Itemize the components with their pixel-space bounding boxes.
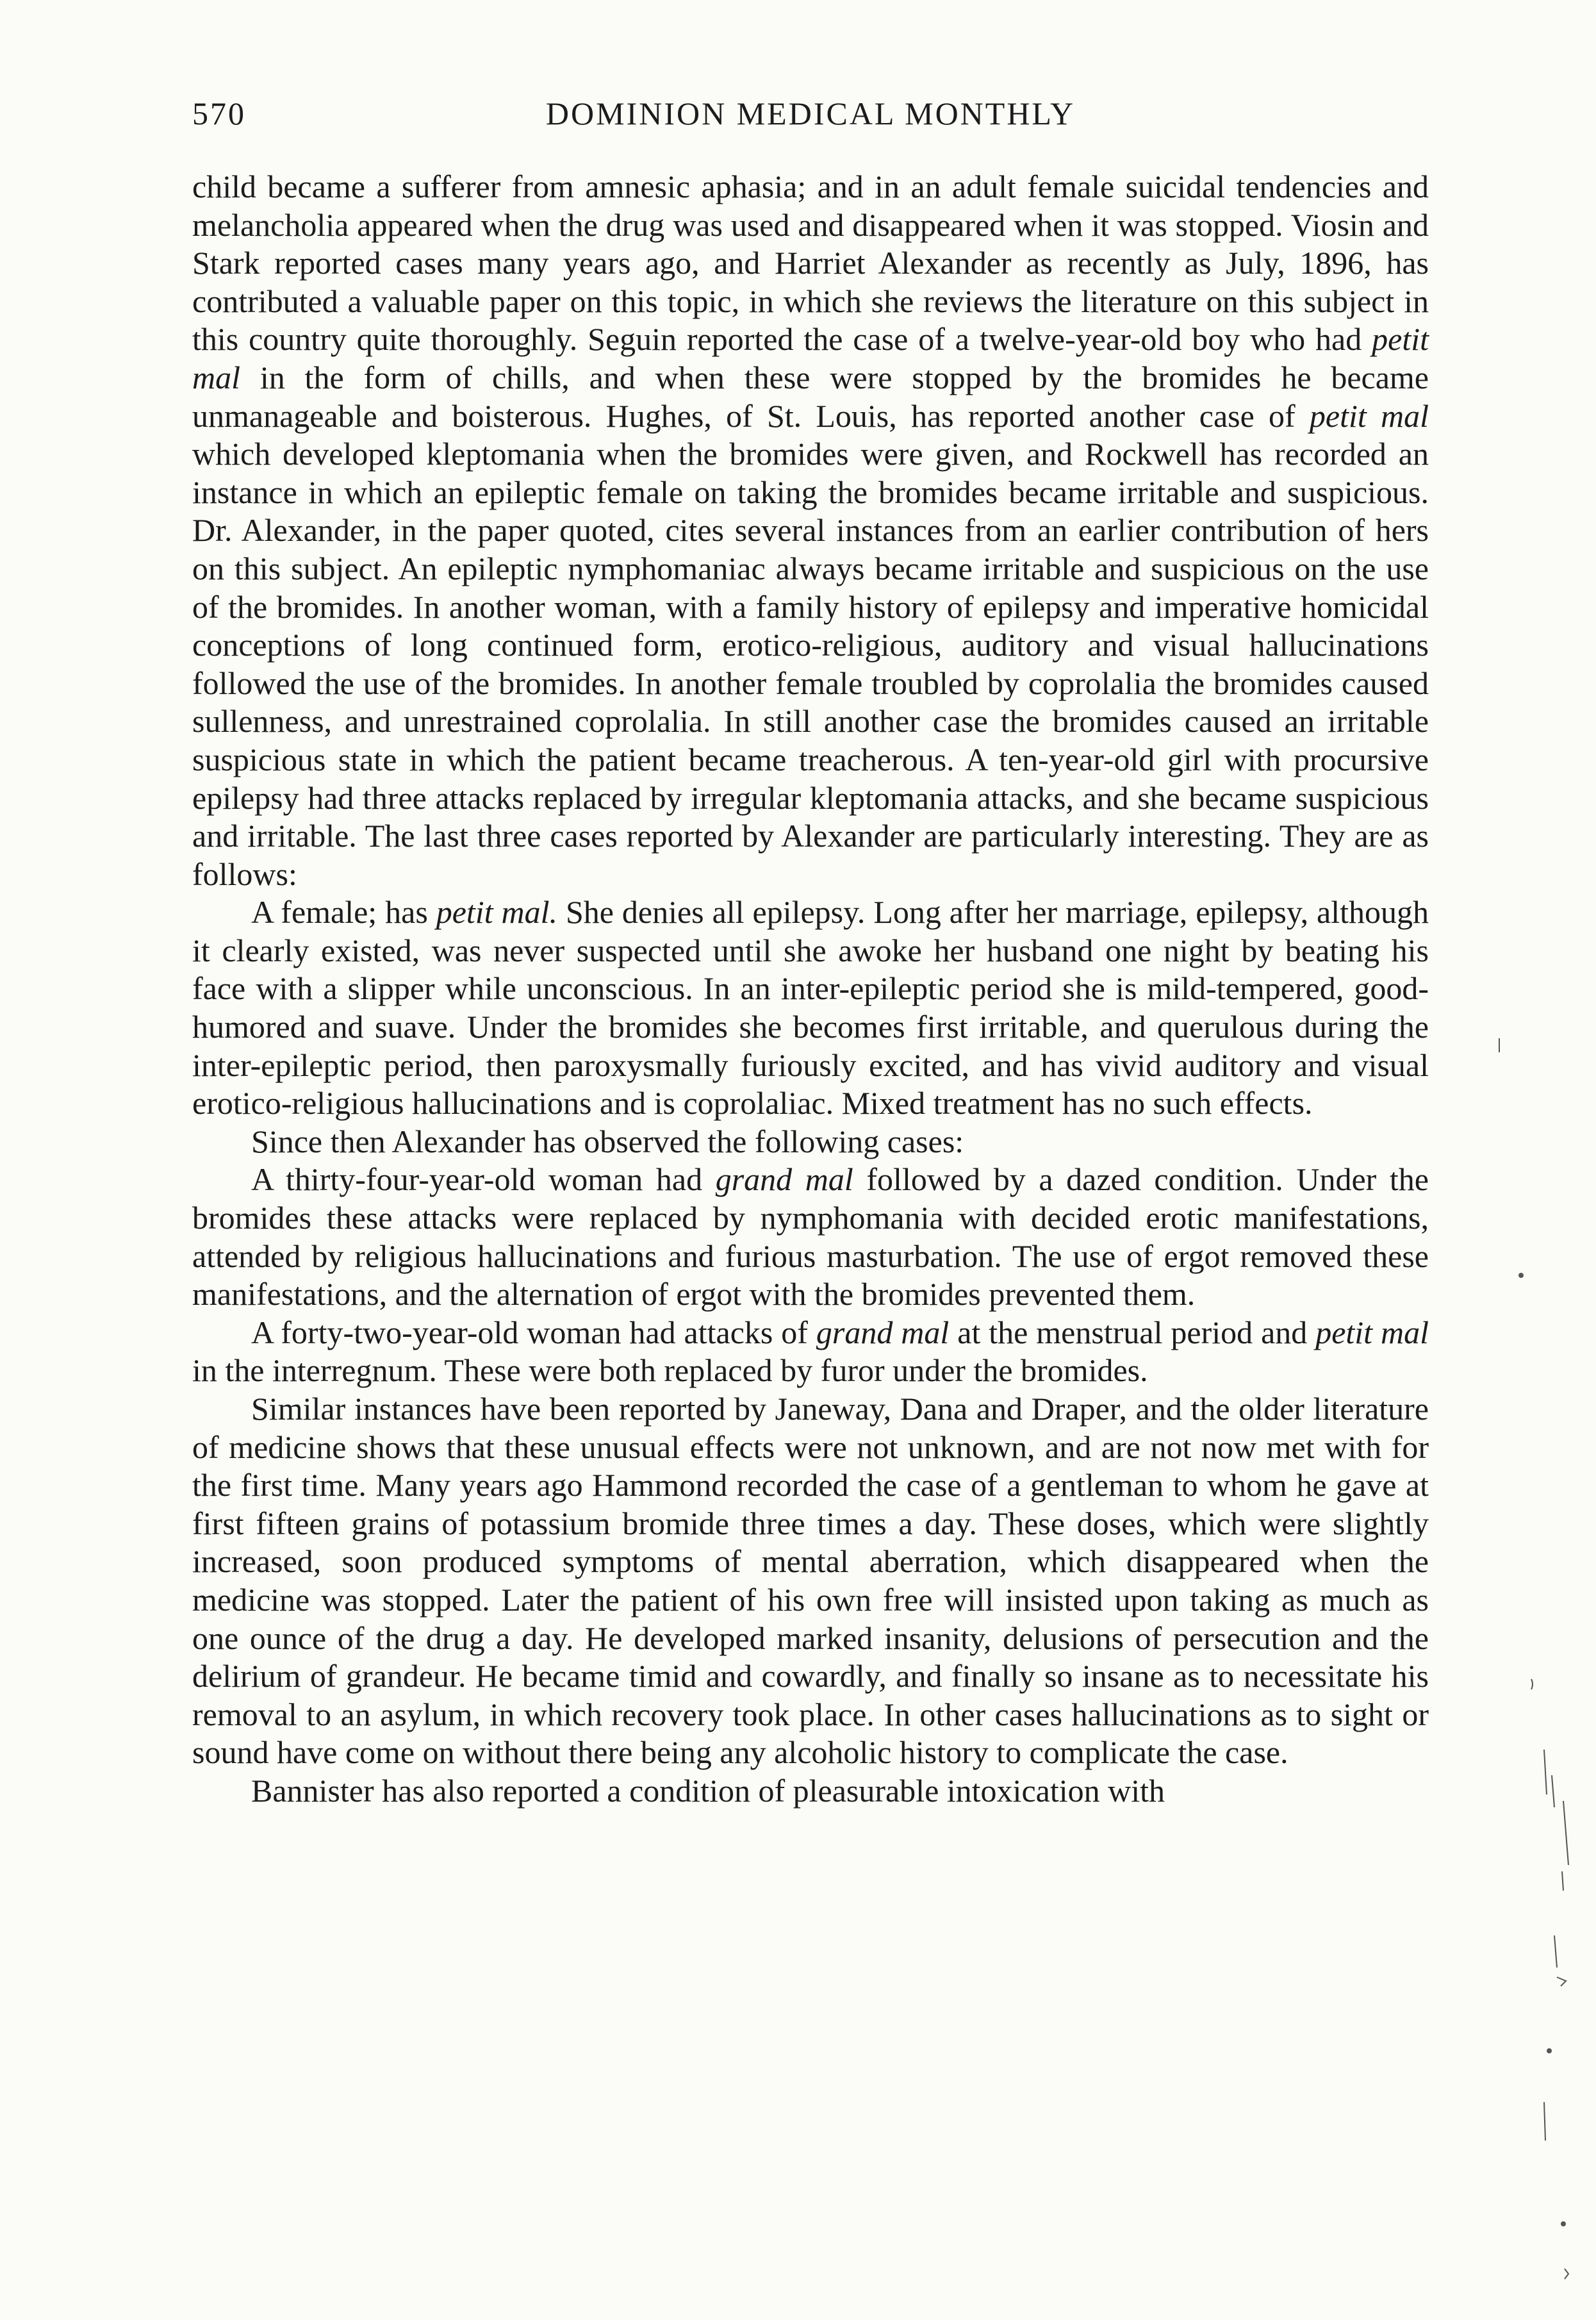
italic-term: petit mal. bbox=[436, 894, 558, 931]
paragraph bbox=[192, 1772, 1429, 1810]
page-header bbox=[192, 95, 1429, 140]
paragraph bbox=[192, 893, 1429, 1123]
italic-term: petit mal bbox=[1309, 397, 1429, 434]
page-number: 570 bbox=[192, 95, 246, 131]
text-run: Since then Alexander has observed the following cases: bbox=[251, 1123, 964, 1159]
paragraph bbox=[192, 1161, 1429, 1313]
text-run: A female; has bbox=[251, 894, 436, 931]
italic-term: grand mal bbox=[816, 1314, 950, 1350]
running-head: DOMINION MEDICAL MONTHLY bbox=[545, 95, 1076, 131]
text-run: in the form of chills, and when these were stopped by the bromides he became unmanageable and boisterous. Hughes, of St. Louis, has reported another case of bbox=[192, 359, 1429, 434]
italic-term: petit mal bbox=[1315, 1314, 1429, 1350]
paragraph bbox=[192, 1390, 1429, 1772]
paragraph bbox=[192, 1123, 1429, 1161]
text-run: in the interregnum. These were both replaced by furor under the bromides. bbox=[192, 1352, 1148, 1389]
paragraph bbox=[192, 1314, 1429, 1390]
article-body bbox=[192, 168, 1429, 1810]
text-run: followed by a dazed condition. Under the bromides these attacks were replaced by nymphomania with decided erotic manifestations, attended by religious hallucinations and furious masturbation. The use of ergot removed these manifestations, and the alternation of ergot with the bromides prevented them. bbox=[192, 1161, 1429, 1313]
text-run: at the menstrual period and bbox=[949, 1314, 1316, 1350]
text-run: Bannister has also reported a condition of pleasurable intoxication with bbox=[251, 1772, 1165, 1809]
text-run: A thirty-four-year-old woman had bbox=[251, 1161, 716, 1198]
text-run: Similar instances have been reported by Janeway, Dana and Draper, and the older literature of medicine shows that these unusual effects were not unknown, and are not now met with for the first time. Many years ago Hammond recorded the case of a gentleman to whom he gave at first fifteen grains of potassium bromide three times a day. These doses, which were slightly increased, soon produced symptoms of mental aberration, which disappeared when the medicine was stopped. Later the patient of his own free will insisted upon taking as much as one ounce of the drug a day. He developed marked insanity, delusions of persecution and the delirium of grandeur. He became timid and cowardly, and finally so insane as to necessitate his removal to an asylum, in which recovery took place. In other cases hallucinations as to sight or sound have come on without there being any alcoholic history to complicate the case. bbox=[192, 1391, 1429, 1771]
text-run: A forty-two-year-old woman had attacks of bbox=[251, 1314, 816, 1350]
text-run: child became a sufferer from amnesic aphasia; and in an adult female suicidal tendencies and melancholia appeared when the drug was used and disappeared when it was stopped. Viosin and Stark reported cases many years ago, and Harriet Alexander as recently as July, 1896, has contributed a valuable paper on this topic, in which she reviews the literature on this subject in this country quite thoroughly. Seguin reported the case of a twelve-year-old boy who had bbox=[192, 169, 1429, 358]
margin-specks-decoration bbox=[1493, 1038, 1589, 2288]
italic-term: grand mal bbox=[715, 1161, 853, 1198]
text-run: She denies all epilepsy. Long after her marriage, epilepsy, although it clearly existed, was never suspected until she awoke her husband one night by beating his face with a slipper while unconscious. In an inter-epileptic period she is mild-tempered, good-humored and suave. Under the bromides she becomes first irritable, and querulous during the inter-epileptic period, then paroxysmally furiously excited, and has vivid auditory and visual erotico-religious hallucinations and is coprolaliac. Mixed treatment has no such effects. bbox=[192, 894, 1429, 1122]
italic-term: petit mal bbox=[192, 321, 1429, 395]
text-run: which developed kleptomania when the bromides were given, and Rockwell has recorded an instance in which an epileptic female on taking the bromides became irritable and suspicious. Dr. Alexander, in the paper quoted, cites several instances from an earlier contribution of hers on this subject. An epileptic nymphomaniac always became irritable and suspicious on the use of the bromides. In another woman, with a family history of epilepsy and imperative homicidal conceptions of long continued form, erotico-religious, auditory and visual hallucinations followed the use of the bromides. In another female troubled by coprolalia the bromides caused sullenness, and unrestrained coprolalia. In still another case the bromides caused an irritable suspicious state in which the patient became treacherous. A ten-year-old girl with procursive epilepsy had three attacks replaced by irregular kleptomania attacks, and she became suspicious and irritable. The last three cases reported by Alexander are particularly interesting. They are as follows: bbox=[192, 436, 1429, 892]
paragraph bbox=[192, 168, 1429, 893]
